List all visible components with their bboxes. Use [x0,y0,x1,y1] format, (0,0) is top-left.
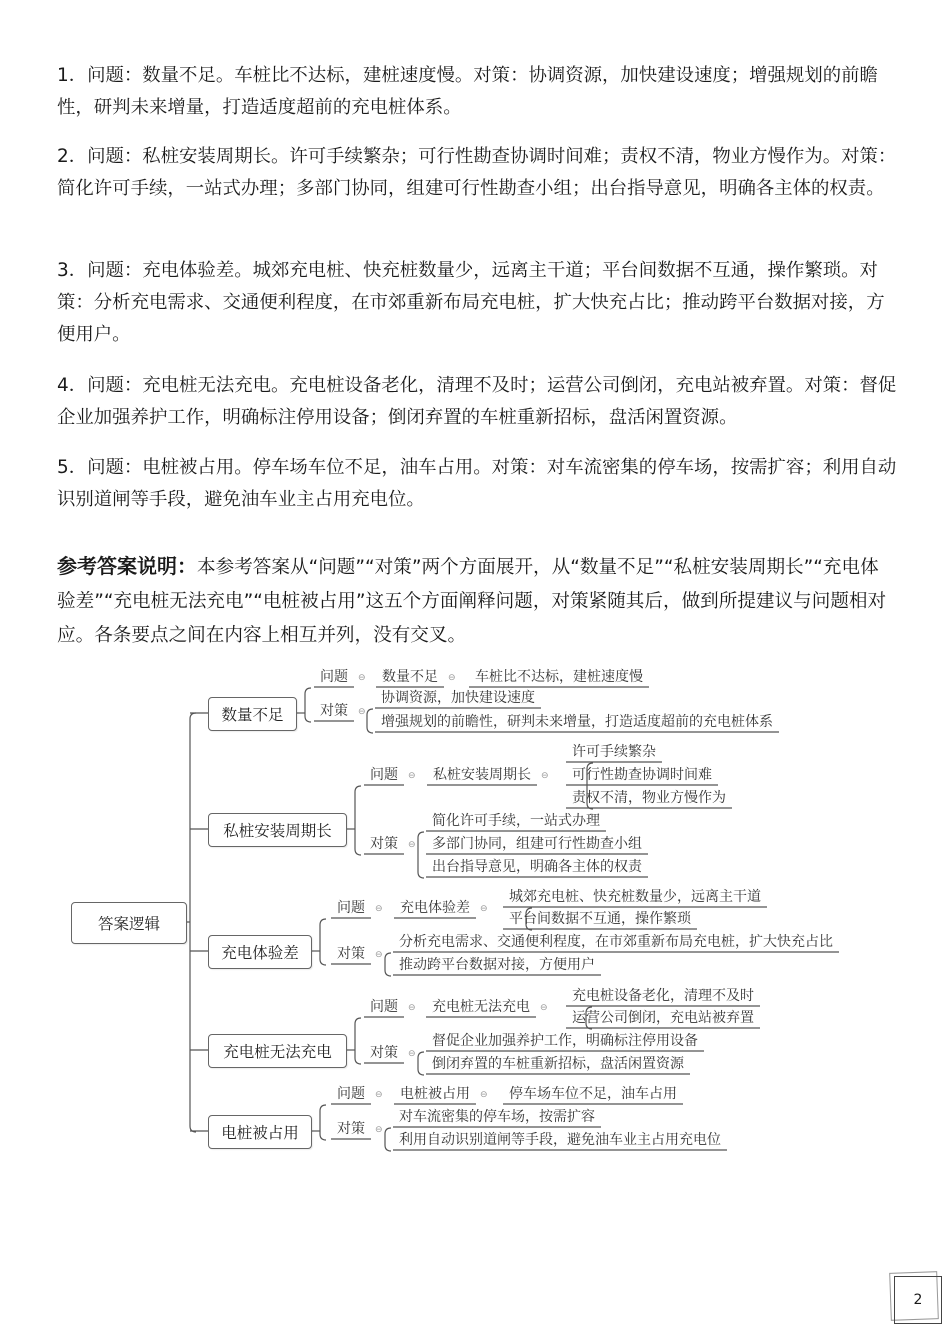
branch-5-measure-items-bracket [385,1128,391,1151]
branch-5-problem: 电桩被占用 [400,1086,470,1102]
branch-5-problem-item-1: 停车场车位不足，油车占用 [509,1086,677,1102]
branch-4-problem-item-1: 充电桩设备老化，清理不及时 [572,988,754,1004]
branch-1-title: 数量不足 [208,697,297,731]
branch-1-problem: 数量不足 [382,669,438,685]
branch-1-measure-label: 对策 [320,703,348,719]
branch-5-measure-label: 对策 [337,1121,365,1137]
answer-note-body: 本参考答案从“问题”“对策”两个方面展开，从“数量不足”“私桩安装周期长”“充电体验差”“充电桩无法充电”“电桩被占用”这五个方面阐释问题，对策紧随其后，做到所提建议与问题相对应。各条要点之间在内容上相互并列，没有交叉。 [57,557,887,646]
paragraph-3: 3．问题：充电体验差。城郊充电桩、快充桩数量少，远离主干道；平台间数据不互通，操作繁琐。对策：分析充电需求、交通便利程度，在市郊重新布局充电桩，扩大快充占比；推动跨平台数据对接，方便用户。 [57,260,885,345]
branch-2-measure-collapse-icon: ⊖ [408,840,416,850]
branch-1-measure-item-2: 增强规划的前瞻性，研判未来增量，打造适度超前的充电桩体系 [381,714,773,730]
branch-2-measure-label: 对策 [370,836,398,852]
branch-2-measure-item-3: 出台指导意见，明确各主体的权责 [432,859,642,875]
branch-5-title: 电桩被占用 [208,1115,312,1149]
branch-3-problem: 充电体验差 [400,900,470,916]
branch-3-issue-label: 问题 [337,900,365,916]
branch-4-issue-label: 问题 [370,999,398,1015]
branch-4-measure-items-bracket [418,1052,424,1075]
branch-2-problem: 私桩安装周期长 [433,767,531,783]
branch-2-problem-item-3: 责权不清，物业方慢作为 [572,790,726,806]
branch-3-sub-bracket [320,919,326,965]
branch-3-measure-items-bracket [385,953,391,976]
page-number: 2 [894,1276,942,1324]
paragraph-4: 4．问题：充电桩无法充电。充电桩设备老化，清理不及时；运营公司倒闭，充电站被弃置。对策：督促企业加强养护工作，明确标注停用设备；倒闭弃置的车桩重新招标，盘活闲置资源。 [57,375,897,428]
branch-5-measure-collapse-icon: ⊖ [375,1125,383,1135]
branch-2-measure-items-bracket [418,832,424,878]
branch-3-problem-collapse-icon: ⊖ [480,904,488,914]
branch-4-sub-bracket [355,1018,361,1064]
branch-2-problem-item-2: 可行性勘查协调时间难 [572,767,712,783]
branch-1-issue-collapse-icon: ⊖ [358,673,366,683]
branch-4-measure-item-2: 倒闭弃置的车桩重新招标，盘活闲置资源 [432,1056,684,1072]
branch-2-measure-item-2: 多部门协同，组建可行性勘查小组 [432,836,642,852]
branch-5-issue-collapse-icon: ⊖ [375,1090,383,1100]
branch-1-measure-item-1: 协调资源，加快建设速度 [381,690,535,706]
branch-2-issue-label: 问题 [370,767,398,783]
branch-1-measure-items-bracket [367,709,373,733]
branch-4-measure-collapse-icon: ⊖ [408,1049,416,1059]
branch-3-measure-item-2: 推动跨平台数据对接，方便用户 [399,957,595,973]
paragraph-1: 1．问题：数量不足。车桩比不达标，建桩速度慢。对策：协调资源，加快建设速度；增强规划的前瞻性，研判未来增量，打造适度超前的充电桩体系。 [57,65,878,118]
branch-3-measure-collapse-icon: ⊖ [375,950,383,960]
branch-4-problem: 充电桩无法充电 [432,999,530,1015]
branch-3-problem-item-2: 平台间数据不互通，操作繁琐 [509,911,691,927]
trunk-bracket [190,713,196,1132]
branch-2-problem-collapse-icon: ⊖ [541,771,549,781]
branch-3-measure-item-1: 分析充电需求、交通便利程度，在市郊重新布局充电桩，扩大快充占比 [399,934,833,950]
branch-5-measure-item-2: 利用自动识别道闸等手段，避免油车业主占用充电位 [399,1132,721,1148]
branch-1-problem-item-1: 车桩比不达标，建桩速度慢 [475,669,643,685]
branch-2-issue-collapse-icon: ⊖ [408,771,416,781]
branch-5-issue-label: 问题 [337,1086,365,1102]
branch-1-problem-collapse-icon: ⊖ [448,673,456,683]
branch-1-measure-collapse-icon: ⊖ [358,707,366,717]
branch-5-problem-collapse-icon: ⊖ [480,1090,488,1100]
branch-3-problem-item-1: 城郊充电桩、快充桩数量少，远离主干道 [509,889,761,905]
branch-3-issue-collapse-icon: ⊖ [375,904,383,914]
branch-5-measure-item-1: 对车流密集的停车场，按需扩容 [399,1109,595,1125]
branch-5-sub-bracket [320,1105,326,1140]
branch-4-measure-label: 对策 [370,1045,398,1061]
branch-4-measure-item-1: 督促企业加强养护工作，明确标注停用设备 [432,1033,698,1049]
branch-4-problem-collapse-icon: ⊖ [540,1003,548,1013]
paragraph-2: 2．问题：私桩安装周期长。许可手续繁杂；可行性勘查协调时间难；责权不清，物业方慢作为。对策：简化许可手续，一站式办理；多部门协同，组建可行性勘查小组；出台指导意见，明确各主体的权责。 [57,146,897,199]
branch-3-measure-label: 对策 [337,946,365,962]
answer-note-title: 参考答案说明： [57,554,197,578]
branch-2-sub-bracket [355,786,361,855]
branch-4-problem-item-2: 运营公司倒闭，充电站被弃置 [572,1010,754,1026]
mindmap-root: 答案逻辑 [71,902,187,944]
paragraph-5: 5．问题：电桩被占用。停车场车位不足，油车占用。对策：对车流密集的停车场，按需扩容；利用自动识别道闸等手段，避免油车业主占用充电位。 [57,457,897,510]
branch-2-measure-item-1: 简化许可手续，一站式办理 [432,813,600,829]
branch-1-issue-label: 问题 [320,669,348,685]
branch-1-sub-bracket [305,688,311,722]
branch-2-title: 私桩安装周期长 [208,813,347,847]
branch-2-problem-item-1: 许可手续繁杂 [572,744,656,760]
branch-4-title: 充电桩无法充电 [208,1034,347,1068]
branch-4-issue-collapse-icon: ⊖ [408,1003,416,1013]
branch-3-title: 充电体验差 [208,935,312,969]
